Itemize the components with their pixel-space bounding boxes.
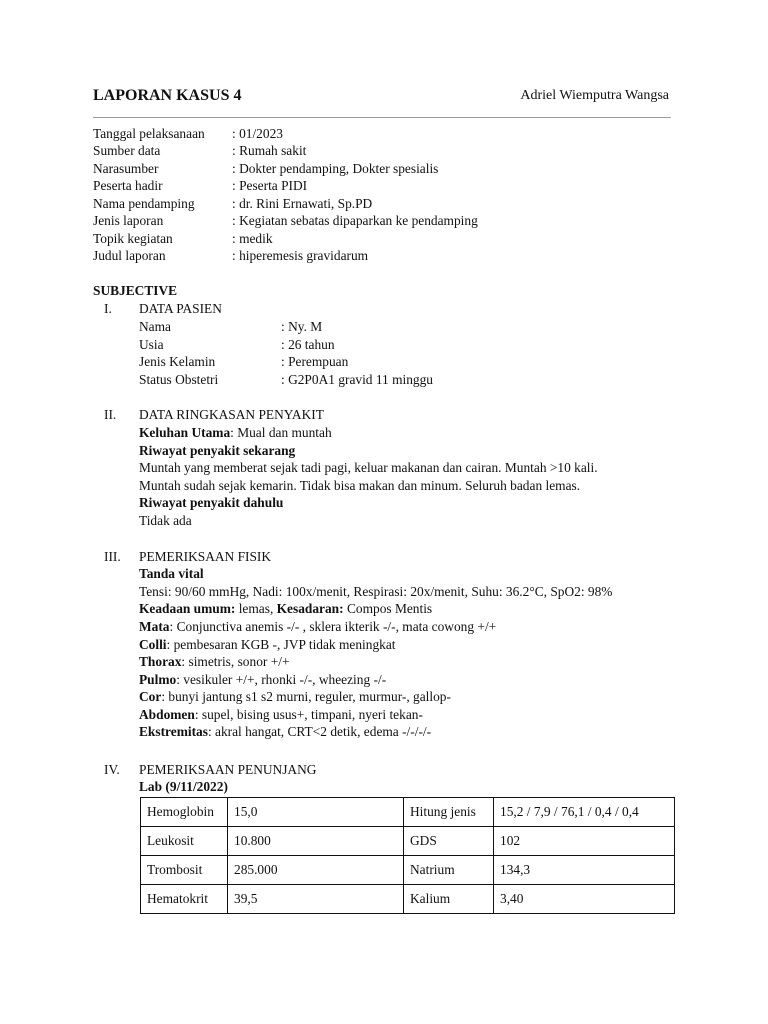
info-label-peserta: Peserta hadir xyxy=(93,178,163,193)
info-label-sumber: Sumber data xyxy=(93,143,161,158)
keluhan-utama-label: Keluhan Utama xyxy=(139,425,231,440)
rpd-text: Tidak ada xyxy=(139,513,192,528)
info-value-narasumber: : Dokter pendamping, Dokter spesialis xyxy=(232,161,439,176)
table-row xyxy=(141,856,675,885)
info-label-jenis: Jenis laporan xyxy=(93,213,164,228)
rps-heading: Riwayat penyakit sekarang xyxy=(139,443,296,458)
kesadaran-label: Kesadaran: xyxy=(276,601,344,616)
exam-mata xyxy=(139,618,496,636)
exam-abdomen-label: Abdomen xyxy=(139,707,195,722)
exam-abdomen xyxy=(139,706,423,724)
section-4-title: PEMERIKSAAN PENUNJANG xyxy=(139,762,317,777)
author-name: Adriel Wiemputra Wangsa xyxy=(520,88,669,103)
lab-name-cell: Kalium xyxy=(404,885,494,914)
vital-text: Tensi: 90/60 mmHg, Nadi: 100x/menit, Respirasi: 20x/menit, Suhu: 36.2°C, SpO2: 98% xyxy=(139,584,613,599)
exam-cor-label: Cor xyxy=(139,689,162,704)
exam-mata-label: Mata xyxy=(139,619,170,634)
patient-label-nama: Nama xyxy=(139,319,171,334)
lab-value-cell: 15,0 xyxy=(228,798,404,827)
exam-thorax-label: Thorax xyxy=(139,654,182,669)
info-label-judul: Judul laporan xyxy=(93,248,166,263)
lab-value-cell: 285.000 xyxy=(228,856,404,885)
patient-label-obstetri: Status Obstetri xyxy=(139,372,219,387)
lab-value-cell: 3,40 xyxy=(494,885,675,914)
info-label-narasumber: Narasumber xyxy=(93,161,159,176)
lab-value-cell: 39,5 xyxy=(228,885,404,914)
report-header xyxy=(93,87,669,109)
exam-colli-value: : pembesaran KGB -, JVP tidak meningkat xyxy=(166,637,396,652)
patient-value-nama: : Ny. M xyxy=(281,319,323,334)
exam-ekstremitas-label: Ekstremitas xyxy=(139,724,208,739)
lab-name-cell: Hematokrit xyxy=(141,885,228,914)
exam-ekstremitas-value: : akral hangat, CRT<2 detik, edema -/-/-/- xyxy=(207,724,432,739)
section-2-title: DATA RINGKASAN PENYAKIT xyxy=(139,407,324,422)
info-value-peserta: : Peserta PIDI xyxy=(232,178,308,193)
info-value-jenis: : Kegiatan sebatas dipaparkan ke pendamping xyxy=(232,213,478,228)
patient-value-usia: : 26 tahun xyxy=(281,337,335,352)
exam-pulmo xyxy=(139,671,386,689)
exam-ekstremitas xyxy=(139,723,431,741)
kesadaran-value: Compos Mentis xyxy=(343,601,433,616)
patient-value-jenis-kelamin: : Perempuan xyxy=(281,354,349,369)
rps-text-line-2: Muntah sudah sejak kemarin. Tidak bisa makan dan minum. Seluruh badan lemas. xyxy=(139,478,581,493)
info-label-tanggal: Tanggal pelaksanaan xyxy=(93,126,205,141)
section-1-title: DATA PASIEN xyxy=(139,301,222,316)
table-row xyxy=(141,885,675,914)
keadaan-umum-label: Keadaan umum: xyxy=(139,601,236,616)
info-value-tanggal: : 01/2023 xyxy=(232,126,283,141)
lab-name-cell: Hemoglobin xyxy=(141,798,228,827)
patient-label-usia: Usia xyxy=(139,337,164,352)
lab-name-cell: Hitung jenis xyxy=(404,798,494,827)
exam-pulmo-value: : vesikuler +/+, rhonki -/-, wheezing -/- xyxy=(176,672,387,687)
keadaan-umum-value: lemas, xyxy=(235,601,277,616)
lab-name-cell: Leukosit xyxy=(141,827,228,856)
patient-label-jenis-kelamin: Jenis Kelamin xyxy=(139,354,216,369)
exam-cor xyxy=(139,688,451,706)
rpd-heading: Riwayat penyakit dahulu xyxy=(139,495,284,510)
keadaan-umum-line xyxy=(139,600,432,618)
exam-thorax-value: : simetris, sonor +/+ xyxy=(181,654,290,669)
info-value-judul: : hiperemesis gravidarum xyxy=(232,248,369,263)
table-row xyxy=(141,827,675,856)
section-1-number: I. xyxy=(104,301,112,316)
exam-cor-value: : bunyi jantung s1 s2 murni, reguler, murmur-, gallop- xyxy=(161,689,451,704)
lab-value-cell: 134,3 xyxy=(494,856,675,885)
lab-name-cell: Trombosit xyxy=(141,856,228,885)
header-divider xyxy=(93,117,671,118)
section-2-number: II. xyxy=(104,407,117,422)
subjective-heading: SUBJECTIVE xyxy=(93,283,178,298)
exam-colli-label: Colli xyxy=(139,637,167,652)
info-label-topik: Topik kegiatan xyxy=(93,231,173,246)
lab-value-cell: 15,2 / 7,9 / 76,1 / 0,4 / 0,4 xyxy=(494,798,675,827)
exam-pulmo-label: Pulmo xyxy=(139,672,177,687)
keluhan-utama-value: : Mual dan muntah xyxy=(230,425,332,440)
info-value-pendamping: : dr. Rini Ernawati, Sp.PD xyxy=(232,196,373,211)
lab-value-cell: 102 xyxy=(494,827,675,856)
report-title: LAPORAN KASUS 4 xyxy=(93,87,242,104)
exam-colli xyxy=(139,636,396,654)
table-row xyxy=(141,798,675,827)
info-value-topik: : medik xyxy=(232,231,273,246)
section-3-title: PEMERIKSAAN FISIK xyxy=(139,549,272,564)
rps-text-line-1: Muntah yang memberat sejak tadi pagi, keluar makanan dan cairan. Muntah >10 kali. xyxy=(139,460,598,475)
patient-value-obstetri: : G2P0A1 gravid 11 minggu xyxy=(281,372,434,387)
lab-name-cell: GDS xyxy=(404,827,494,856)
exam-abdomen-value: : supel, bising usus+, timpani, nyeri tekan- xyxy=(194,707,423,722)
exam-thorax xyxy=(139,653,290,671)
section-4-number: IV. xyxy=(104,762,120,777)
info-label-pendamping: Nama pendamping xyxy=(93,196,195,211)
keluhan-utama-line xyxy=(139,424,332,442)
section-3-number: III. xyxy=(104,549,121,564)
info-value-sumber: : Rumah sakit xyxy=(232,143,307,158)
exam-mata-value: : Conjunctiva anemis -/- , sklera ikterik -/-, mata cowong +/+ xyxy=(169,619,497,634)
lab-name-cell: Natrium xyxy=(404,856,494,885)
lab-results-table xyxy=(140,797,675,914)
vital-heading: Tanda vital xyxy=(139,566,204,581)
lab-value-cell: 10.800 xyxy=(228,827,404,856)
lab-heading: Lab (9/11/2022) xyxy=(139,779,228,794)
